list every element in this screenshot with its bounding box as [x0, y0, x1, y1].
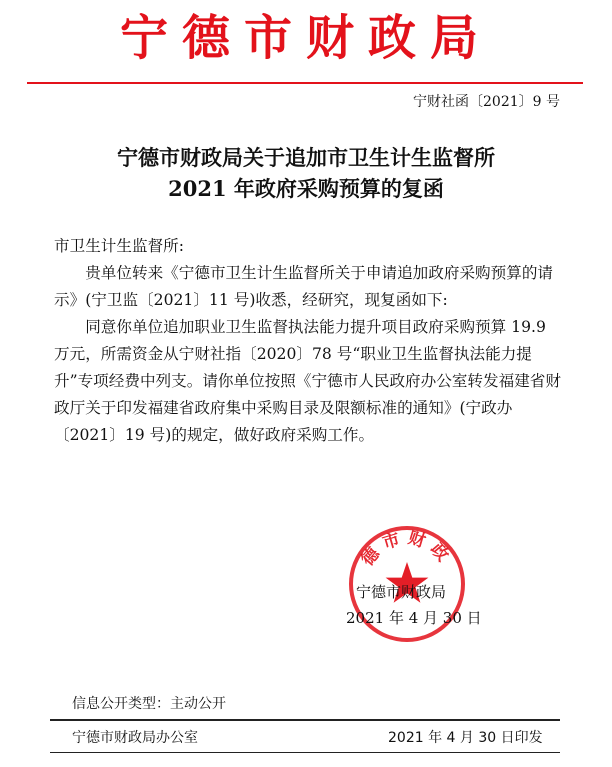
svg-text:德市财政: 德市财政: [357, 527, 457, 571]
footer-divider-top: [50, 719, 560, 721]
signature-date: 2021 年 4 月 30 日: [346, 609, 482, 627]
masthead-title: 宁德市财政局: [119, 10, 492, 66]
disclosure-type: 信息公开类型：主动公开: [72, 696, 226, 712]
document-body: [54, 233, 564, 449]
salutation: 市卫生计生监督所:: [54, 237, 185, 255]
document-title-line-1: 宁德市财政局关于追加市卫生计生监督所: [117, 145, 495, 170]
document-number: 宁财社函〔2021〕9 号: [413, 94, 560, 110]
print-date: 2021 年 4 月 30 日印发: [388, 730, 543, 746]
signature-org: 宁德市财政局: [356, 583, 447, 601]
issuing-office: 宁德市财政局办公室: [72, 730, 198, 746]
masthead-divider: [27, 82, 583, 84]
footer-divider-bottom: [50, 752, 560, 753]
document-title-line-2: 2021 年政府采购预算的复函: [168, 176, 444, 201]
body-paragraph-2: 同意你单位追加职业卫生监督执法能力提升项目政府采购预算 19.9 万元，所需资金从宁财社指〔2020〕78 号“职业卫生监督执法能力提升”专项经费中列支。请你单位按照《宁德市人民政府办公室转发福建省财政厅关于印发福建省政府集中采购目录及限额标准的通知》(宁政办〔2021〕19 号)的规定，做好政府采购工作。: [54, 318, 561, 444]
body-paragraph-1: 贵单位转来《宁德市卫生计生监督所关于申请追加政府采购预算的请示》(宁卫监〔2021〕11 号)收悉，经研究，现复函如下:: [54, 264, 554, 309]
